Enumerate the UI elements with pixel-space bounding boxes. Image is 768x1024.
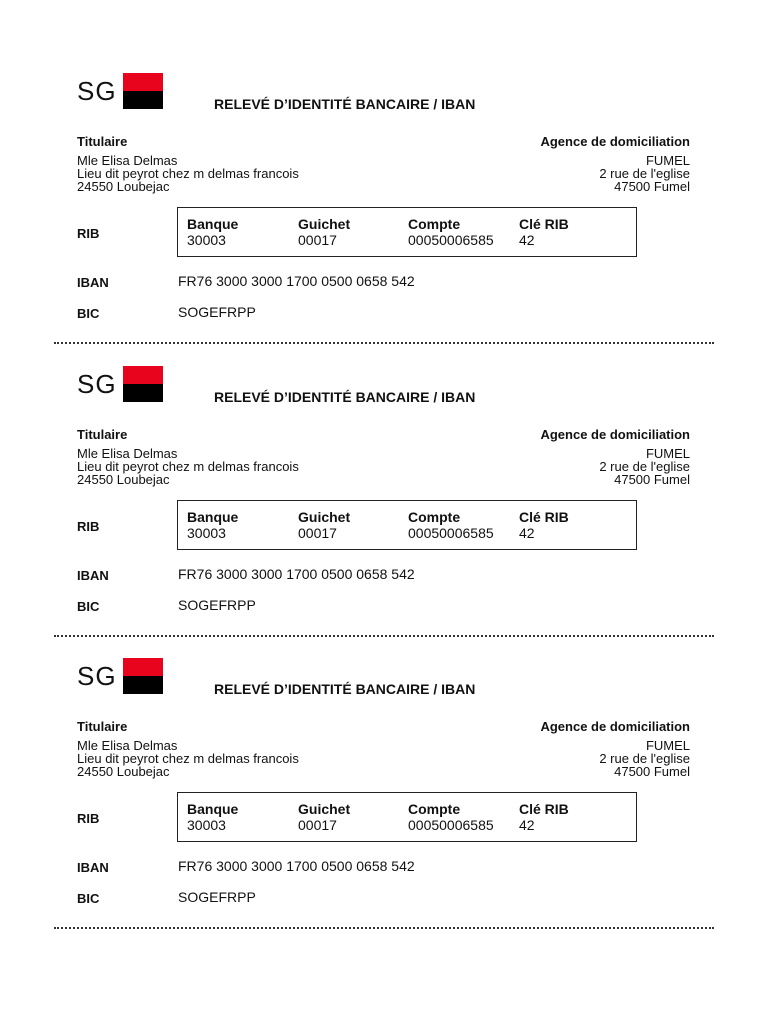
logo-black-block [123, 91, 163, 109]
titulaire-address [77, 739, 299, 778]
titulaire-name: Mle Elisa Delmas [77, 153, 178, 168]
sg-logo-text: SG [77, 661, 117, 691]
cle-rib-column [519, 509, 569, 542]
document-title: RELEVÉ D’IDENTITÉ BANCAIRE / IBAN [214, 96, 476, 112]
titulaire-city: 24550 Loubejac [77, 179, 170, 194]
cle-rib-column [519, 216, 569, 249]
banque-column [187, 509, 238, 542]
compte-heading: Compte [408, 216, 461, 232]
rib-box [177, 792, 637, 842]
agence-city: 47500 Fumel [614, 764, 690, 779]
compte-value: 00050006585 [408, 232, 494, 248]
cle-rib-value: 42 [519, 232, 535, 248]
titulaire-street: Lieu dit peyrot chez m delmas francois [77, 751, 299, 766]
bic-value: SOGEFRPP [178, 597, 256, 613]
banque-value: 30003 [187, 232, 226, 248]
bic-label: BIC [77, 891, 100, 906]
guichet-column [298, 216, 350, 249]
rib-slip [0, 585, 768, 906]
sg-logo [77, 366, 163, 402]
rib-box [177, 207, 637, 257]
sg-logo-text: SG [77, 76, 117, 106]
rib-box [177, 500, 637, 550]
guichet-heading: Guichet [298, 801, 351, 817]
banque-value: 30003 [187, 817, 226, 833]
titulaire-heading: Titulaire [77, 719, 128, 734]
titulaire-heading: Titulaire [77, 134, 128, 149]
iban-label: IBAN [77, 860, 109, 875]
logo-red-block [123, 366, 163, 384]
titulaire-street: Lieu dit peyrot chez m delmas francois [77, 459, 299, 474]
titulaire-city: 24550 Loubejac [77, 764, 170, 779]
cut-line-separator [54, 927, 714, 929]
guichet-value: 00017 [298, 817, 337, 833]
bic-label: BIC [77, 306, 100, 321]
banque-heading: Banque [187, 801, 239, 817]
agence-heading: Agence de domiciliation [540, 134, 690, 149]
agence-street: 2 rue de l'eglise [599, 166, 690, 181]
cle-rib-heading: Clé RIB [519, 509, 569, 525]
guichet-heading: Guichet [298, 216, 351, 232]
agence-name: FUMEL [645, 153, 690, 168]
compte-value: 00050006585 [408, 525, 494, 541]
agence-address [599, 739, 690, 778]
bic-value: SOGEFRPP [178, 889, 256, 905]
guichet-column [298, 509, 350, 542]
cle-rib-heading: Clé RIB [519, 216, 569, 232]
logo-red-block [123, 658, 163, 676]
banque-heading: Banque [187, 509, 239, 525]
guichet-value: 00017 [298, 232, 337, 248]
agence-city: 47500 Fumel [614, 472, 690, 487]
banque-column [187, 801, 238, 834]
rib-slip [0, 0, 768, 321]
titulaire-street: Lieu dit peyrot chez m delmas francois [77, 166, 299, 181]
guichet-value: 00017 [298, 525, 337, 541]
agence-address [599, 447, 690, 486]
agence-heading: Agence de domiciliation [540, 427, 690, 442]
agence-heading: Agence de domiciliation [540, 719, 690, 734]
titulaire-name: Mle Elisa Delmas [77, 738, 178, 753]
iban-value: FR76 3000 3000 1700 0500 0658 542 [178, 566, 415, 582]
iban-value: FR76 3000 3000 1700 0500 0658 542 [178, 858, 415, 874]
agence-city: 47500 Fumel [614, 179, 690, 194]
agence-street: 2 rue de l'eglise [599, 459, 690, 474]
guichet-heading: Guichet [298, 509, 351, 525]
compte-column [408, 801, 494, 834]
banque-column [187, 216, 238, 249]
compte-column [408, 509, 494, 542]
rib-label: RIB [77, 519, 100, 534]
iban-label: IBAN [77, 568, 109, 583]
cle-rib-column [519, 801, 569, 834]
agence-street: 2 rue de l'eglise [599, 751, 690, 766]
cle-rib-value: 42 [519, 525, 535, 541]
titulaire-address [77, 447, 299, 486]
titulaire-city: 24550 Loubejac [77, 472, 170, 487]
logo-black-block [123, 676, 163, 694]
sg-logo [77, 658, 163, 694]
agence-address [599, 154, 690, 193]
rib-slip [0, 293, 768, 614]
compte-value: 00050006585 [408, 817, 494, 833]
logo-black-block [123, 384, 163, 402]
rib-label: RIB [77, 226, 100, 241]
bic-label: BIC [77, 599, 100, 614]
bic-value: SOGEFRPP [178, 304, 256, 320]
cle-rib-value: 42 [519, 817, 535, 833]
iban-label: IBAN [77, 275, 109, 290]
agence-name: FUMEL [645, 446, 690, 461]
compte-heading: Compte [408, 801, 461, 817]
titulaire-heading: Titulaire [77, 427, 128, 442]
cle-rib-heading: Clé RIB [519, 801, 569, 817]
guichet-column [298, 801, 350, 834]
banque-value: 30003 [187, 525, 226, 541]
titulaire-name: Mle Elisa Delmas [77, 446, 178, 461]
agence-name: FUMEL [645, 738, 690, 753]
rib-label: RIB [77, 811, 100, 826]
banque-heading: Banque [187, 216, 239, 232]
sg-logo-text: SG [77, 369, 117, 399]
iban-value: FR76 3000 3000 1700 0500 0658 542 [178, 273, 415, 289]
document-title: RELEVÉ D’IDENTITÉ BANCAIRE / IBAN [214, 681, 476, 697]
sg-logo [77, 73, 163, 109]
document-title: RELEVÉ D’IDENTITÉ BANCAIRE / IBAN [214, 389, 476, 405]
compte-heading: Compte [408, 509, 461, 525]
logo-red-block [123, 73, 163, 91]
compte-column [408, 216, 494, 249]
titulaire-address [77, 154, 299, 193]
